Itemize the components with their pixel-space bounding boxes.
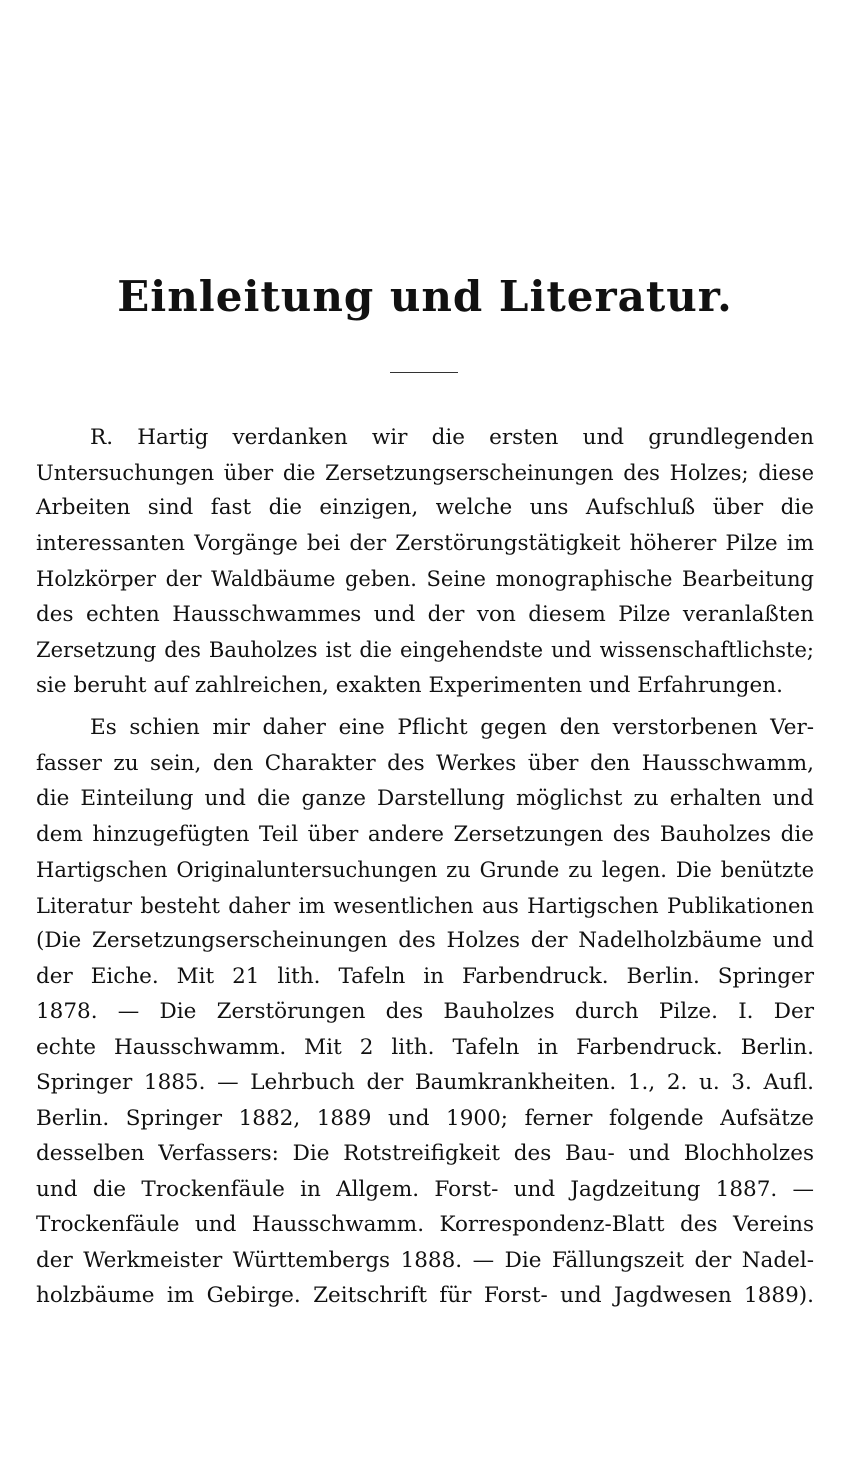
paragraph-2-line: Trockenfäule und Hausschwamm. Korrespondenz-Blatt des Vereins [36,1212,814,1237]
paragraph-2-line: (Die Zersetzungserscheinungen des Holzes der Nadelholzbäume und [36,928,814,953]
paragraph-2-line: der Werkmeister Württembergs 1888. — Die Fällungszeit der Nadel- [36,1248,814,1273]
paragraph-2-line: Literatur besteht daher im wesentlichen aus Hartigschen Publikationen [36,894,814,918]
paragraph-1-line: Holzkörper der Waldbäume geben. Seine monographische Bearbeitung [36,567,814,591]
paragraph-2-line: Es schien mir daher eine Pflicht gegen den verstorbenen Ver- [90,715,814,740]
paragraph-2-line: 1878. — Die Zerstörungen des Bauholzes durch Pilze. I. Der [36,999,814,1024]
paragraph-1-line: sie beruht auf zahlreichen, exakten Experimenten und Erfahrungen. [36,673,783,698]
paragraph-2-line: die Einteilung und die ganze Darstellung möglichst zu erhalten und [36,786,814,811]
paragraph-2-line: Springer 1885. — Lehrbuch der Baumkrankheiten. 1., 2. u. 3. Aufl. [36,1070,814,1095]
paragraph-2-line: der Eiche. Mit 21 lith. Tafeln in Farbendruck. Berlin. Springer [36,964,814,989]
paragraph-2-line: Berlin. Springer 1882, 1889 und 1900; ferner folgende Aufsätze [36,1106,814,1131]
paragraph-1-line: Arbeiten sind fast die einzigen, welche uns Aufschluß über die [36,495,814,520]
paragraph-2-line: echte Hausschwamm. Mit 2 lith. Tafeln in Farbendruck. Berlin. [36,1035,814,1060]
paragraph-1-line: des echten Hausschwammes und der von diesem Pilze veranlaßten [36,602,814,627]
paragraph-1-line: Zersetzung des Bauholzes ist die eingehendste und wissenschaftlichste; [36,638,814,662]
paragraph-1-line: interessanten Vorgänge bei der Zerstörungstätigkeit höherer Pilze im [36,531,814,556]
paragraph-2-line: desselben Verfassers: Die Rotstreifigkeit des Bau- und Blochholzes [36,1141,814,1166]
paragraph-2-line: dem hinzugefügten Teil über andere Zersetzungen des Bauholzes die [36,822,814,847]
page-title: Einleitung und Literatur. [117,272,733,321]
title-divider [390,372,458,373]
paragraph-1-line: R. Hartig verdanken wir die ersten und grundlegenden [90,425,814,450]
paragraph-1-line: Untersuchungen über die Zersetzungserscheinungen des Holzes; diese [36,461,814,485]
paragraph-2-line: und die Trockenfäule in Allgem. Forst- und Jagdzeitung 1887. — [36,1177,814,1202]
paragraph-2-line: Hartigschen Originaluntersuchungen zu Grunde zu legen. Die benützte [36,858,814,882]
paragraph-2-line: holzbäume im Gebirge. Zeitschrift für Forst- und Jagdwesen 1889). [36,1283,814,1308]
paragraph-2-line: fasser zu sein, den Charakter des Werkes über den Hausschwamm, [36,751,814,776]
